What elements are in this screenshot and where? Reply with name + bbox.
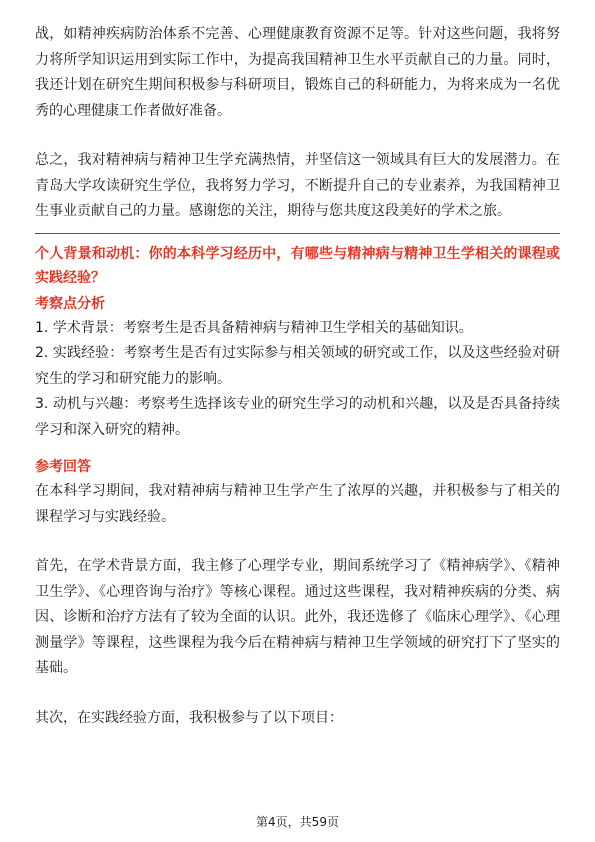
intro-paragraph-1: 战，如精神疾病防治体系不完善、心理健康教育资源不足等。针对这些问题，我将努力将所学知识运用到实际工作中，为提高我国精神卫生水平贡献自己的力量。同时，我还计划在研究生期间积极参与科研项目，锻炼自己的科研能力，为将来成为一名优秀的心理健康工作者做好准备。	[35, 26, 560, 119]
analysis-item-3: 3. 动机与兴趣：考察考生选择该专业的研究生学习的动机和兴趣，以及是否具备持续学习和深入研究的精神。	[35, 396, 560, 438]
page-number-footer: 第4页，共59页	[256, 815, 339, 829]
intro-paragraph-2: 总之，我对精神病与精神卫生学充满热情，并坚信这一领域具有巨大的发展潜力。在青岛大学攻读研究生学位，我将努力学习，不断提升自己的专业素养，为我国精神卫生事业贡献自己的力量。感谢您的关注，期待与您共度这段美好的学术之旅。	[35, 152, 560, 219]
answer-paragraph-3: 其次，在实践经验方面，我积极参与了以下项目：	[35, 709, 343, 726]
analysis-heading: 考察点分析	[35, 295, 105, 312]
analysis-list	[35, 316, 560, 444]
section-divider	[35, 233, 560, 234]
document-page	[35, 22, 560, 731]
answer-heading: 参考回答	[35, 459, 91, 475]
interview-question: 个人背景和动机：你的本科学习经历中，有哪些与精神病与精神卫生学相关的课程或实践经验？	[35, 245, 560, 286]
answer-paragraph-1: 在本科学习期间，我对精神病与精神卫生学产生了浓厚的兴趣，并积极参与了相关的课程学习与实践经验。	[35, 483, 560, 525]
answer-paragraph-2: 首先，在学术背景方面，我主修了心理学专业，期间系统学习了《精神病学》、《精神卫生学》、《心理咨询与治疗》等核心课程。通过这些课程，我对精神疾病的分类、病因、诊断和治疗方法有了较为全面的认识。此外，我还选修了《临床心理学》、《心理测量学》等课程，这些课程为我今后在精神病与精神卫生学领域的研究打下了坚实的基础。	[35, 558, 560, 676]
analysis-item-2: 2. 实践经验：考察考生是否有过实际参与相关领域的研究或工作，以及这些经验对研究生的学习和研究能力的影响。	[35, 345, 560, 387]
analysis-item-1: 1. 学术背景：考察考生是否具备精神病与精神卫生学相关的基础知识。	[35, 319, 473, 336]
